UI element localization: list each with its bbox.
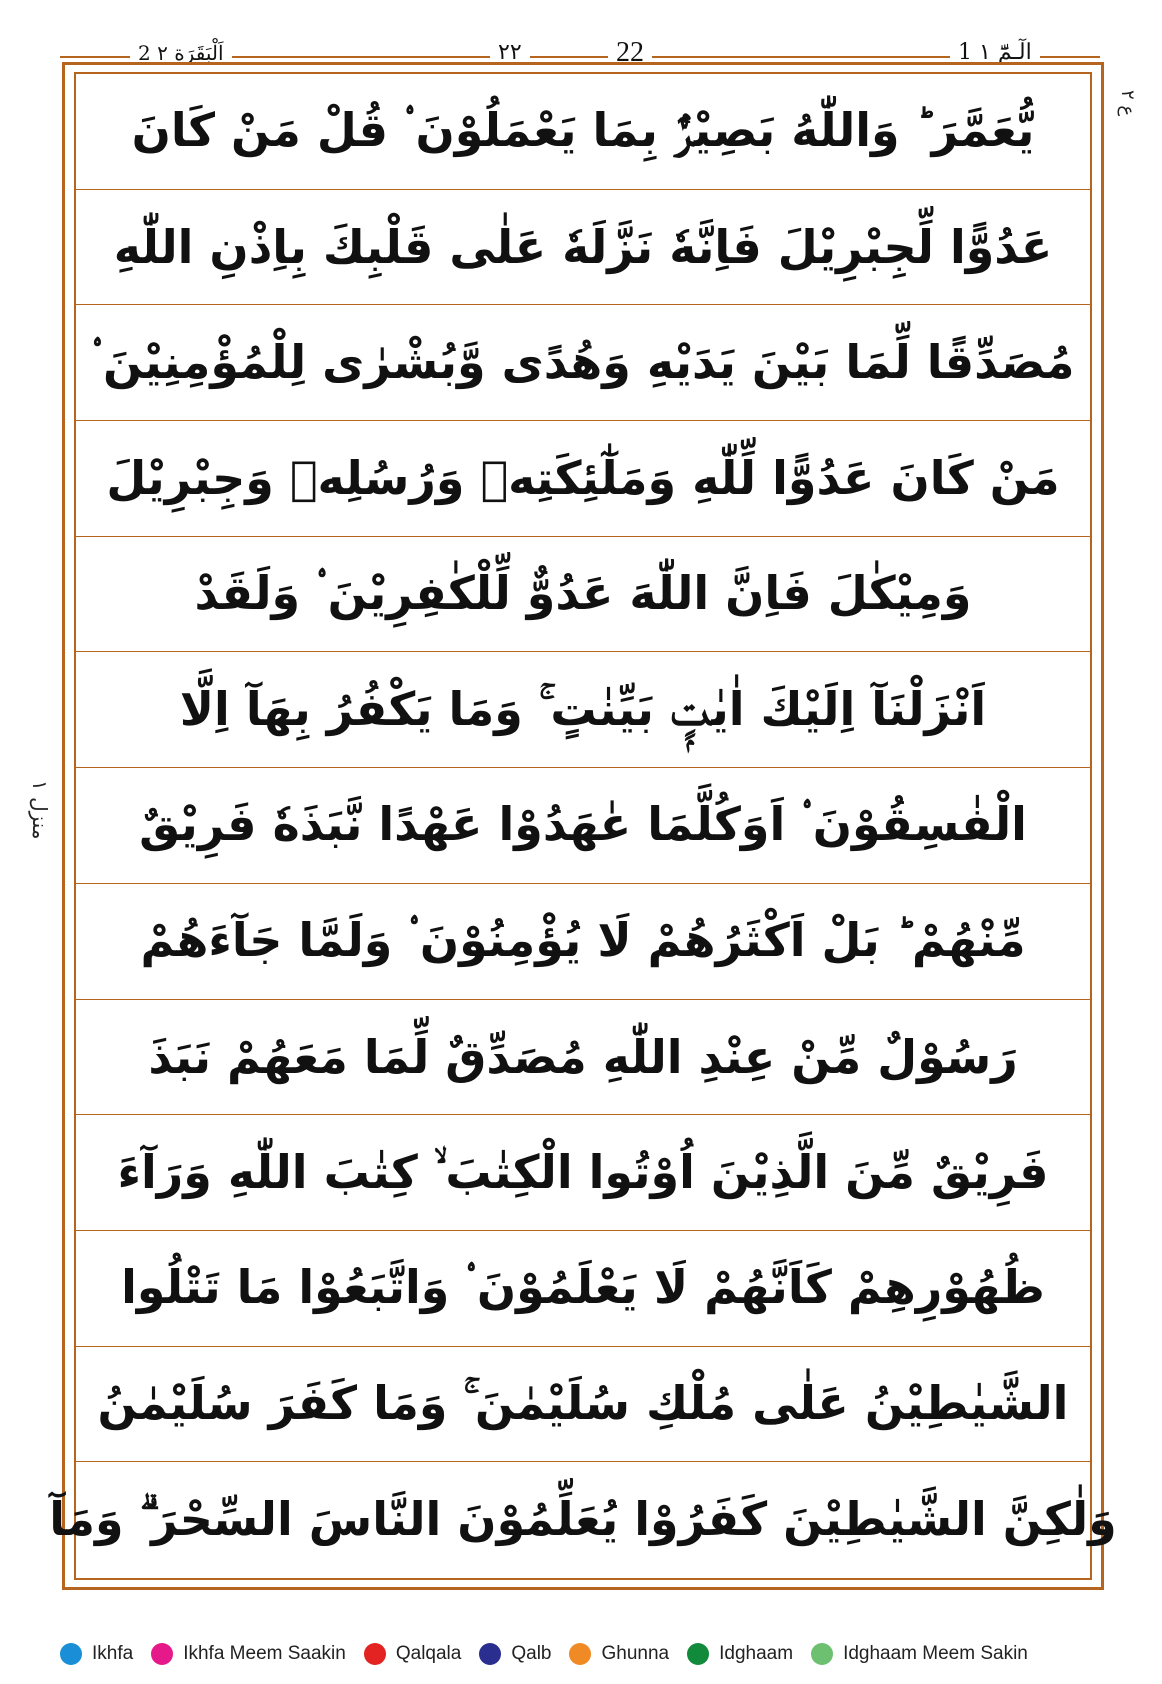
text-line xyxy=(76,1231,1090,1347)
tajweed-legend xyxy=(60,1636,1140,1672)
text-line xyxy=(76,190,1090,306)
text-line xyxy=(76,652,1090,768)
verse-text: رَسُوْلٌ مِّنْ عِنْدِ اللّٰهِ مُصَدِّقٌ لِّمَا مَعَهُمْ نَبَذَ xyxy=(148,1029,1018,1084)
ruku-marker: ع ٢ xyxy=(1117,90,1138,117)
legend-label: Qalqala xyxy=(395,1643,462,1664)
verse-text: مَنْ كَانَ عَدُوًّا لِّلّٰهِ وَمَلٰٓئِكَتِهٖ وَرُسُلِهٖ وَجِبْرِيْلَ xyxy=(106,451,1060,506)
verse-text: فَرِيْقٌ مِّنَ الَّذِيْنَ اُوْتُوا الْكِتٰبَ ۙ كِتٰبَ اللّٰهِ وَرَآءَ xyxy=(117,1144,1049,1199)
text-line xyxy=(76,421,1090,537)
color-dot-icon xyxy=(479,1643,501,1665)
text-line xyxy=(76,305,1090,421)
verse-text: وَمِيْكٰلَ فَاِنَّ اللّٰهَ عَدُوٌّ لِّلْكٰفِرِيْنَ ۟ وَلَقَدْ xyxy=(194,566,972,621)
text-line xyxy=(76,74,1090,190)
quran-text-block xyxy=(49,74,1117,1578)
text-line xyxy=(49,1462,1117,1578)
legend-item-qalb xyxy=(479,1643,551,1665)
legend-label: Idghaam xyxy=(719,1643,794,1664)
legend-label: Idghaam Meem Sakin xyxy=(843,1643,1028,1664)
verse-text: اَنْزَلْنَآ اِلَيْكَ اٰيٰتٍۭ بَيِّنٰتٍ ۚ وَمَا يَكْفُرُ بِهَآ اِلَّا xyxy=(179,681,987,736)
color-dot-icon xyxy=(151,1643,173,1665)
text-line xyxy=(76,768,1090,884)
legend-item-idghaam-meem-sakin xyxy=(811,1643,1028,1665)
color-dot-icon xyxy=(60,1643,82,1665)
legend-item-ikhfa xyxy=(60,1643,133,1665)
verse-text: الْفٰسِقُوْنَ ۟ اَوَكُلَّمَا عٰهَدُوْا عَهْدًا نَّبَذَهٗ فَرِيْقٌ xyxy=(139,797,1027,852)
verse-text: وَلٰكِنَّ الشَّيٰطِيْنَ كَفَرُوْا يُعَلِّمُوْنَ النَّاسَ السِّحْرَ ۗ وَمَآ xyxy=(49,1492,1117,1547)
verse-text: ظُهُوْرِهِمْ كَاَنَّهُمْ لَا يَعْلَمُوْنَ ۟ وَاتَّبَعُوْا مَا تَتْلُوا xyxy=(121,1260,1045,1315)
verse-text: عَدُوًّا لِّجِبْرِيْلَ فَاِنَّهٗ نَزَّلَهٗ عَلٰى قَلْبِكَ بِاِذْنِ اللّٰهِ xyxy=(113,220,1053,275)
text-line xyxy=(76,537,1090,653)
verse-text: الشَّيٰطِيْنُ عَلٰى مُلْكِ سُلَيْمٰنَ ۚ وَمَا كَفَرَ سُلَيْمٰنُ xyxy=(97,1375,1069,1430)
verse-text: مِّنْهُمْ ؕ بَلْ اَكْثَرُهُمْ لَا يُؤْمِنُوْنَ ۟ وَلَمَّا جَآءَهُمْ xyxy=(140,913,1026,968)
legend-label: Qalb xyxy=(511,1643,552,1664)
legend-label: Ikhfa xyxy=(92,1643,134,1664)
legend-item-ghunna xyxy=(569,1643,669,1665)
text-line xyxy=(76,1115,1090,1231)
manzil-marker: منزل ١ xyxy=(28,780,52,840)
text-line xyxy=(76,1000,1090,1116)
color-dot-icon xyxy=(569,1643,591,1665)
color-dot-icon xyxy=(364,1643,386,1665)
legend-label: Ghunna xyxy=(601,1643,670,1664)
text-line xyxy=(76,1347,1090,1463)
legend-item-ikhfa-meem-saakin xyxy=(151,1643,346,1665)
text-line xyxy=(76,884,1090,1000)
para-name: 1 الٓـمّٓ ١ xyxy=(950,36,1040,70)
legend-label: Ikhfa Meem Saakin xyxy=(183,1643,346,1664)
arabic-page-number: ٢٢ xyxy=(490,36,530,70)
legend-item-qalqala xyxy=(364,1643,462,1665)
color-dot-icon xyxy=(687,1643,709,1665)
surah-name: 2 اَلْبَقَرَة ٢ xyxy=(130,36,232,70)
color-dot-icon xyxy=(811,1643,833,1665)
legend-item-idghaam xyxy=(687,1643,793,1665)
page-number: 22 xyxy=(608,36,652,70)
verse-text: يُّعَمَّرَ ؕ وَاللّٰهُ بَصِيْرٌۢ بِمَا يَعْمَلُوْنَ ۟ قُلْ مَنْ كَانَ xyxy=(131,103,1035,158)
verse-text: مُصَدِّقًا لِّمَا بَيْنَ يَدَيْهِ وَهُدًى وَّبُشْرٰى لِلْمُؤْمِنِيْنَ ۟ xyxy=(91,334,1075,389)
